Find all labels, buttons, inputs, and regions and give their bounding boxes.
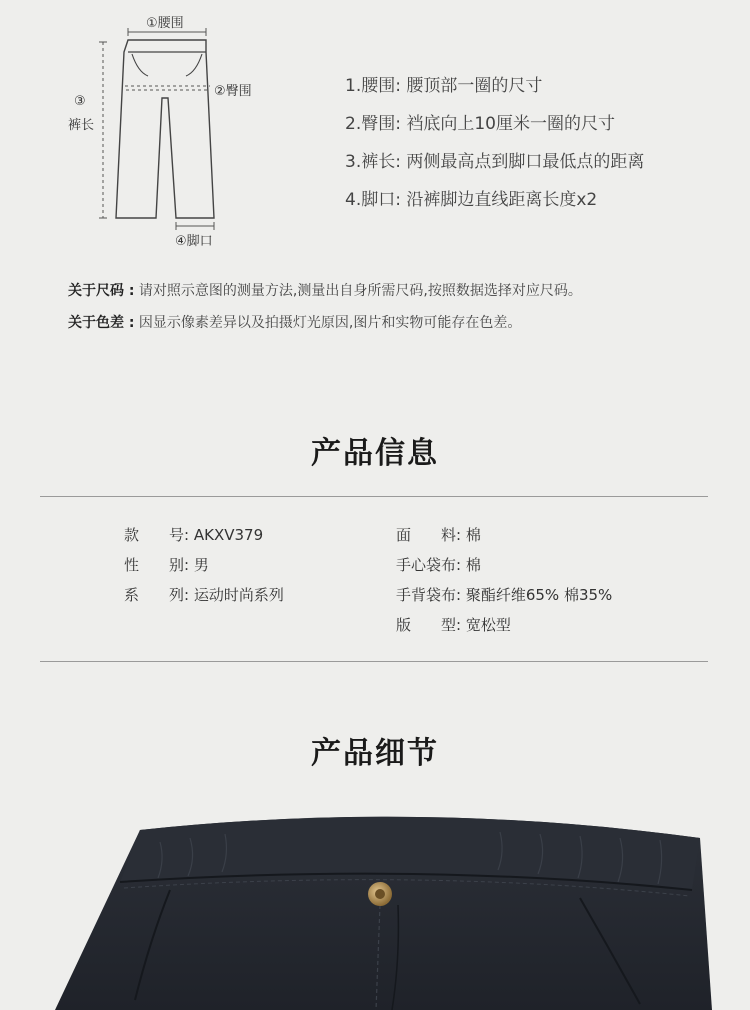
length-label: 裤长 (68, 118, 95, 133)
pants-waistband-image (0, 790, 750, 1010)
waist-label: ①腰围 (146, 16, 184, 31)
instruction-length: 3.裤长: 两侧最高点到脚口最低点的距离 (345, 152, 645, 172)
size-note-text: 请对照示意图的测量方法,测量出自身所需尺码,按照数据选择对应尺码。 (134, 283, 582, 299)
color-note-text: 因显示像素差异以及拍摄灯光原因,图片和实物可能存在色差。 (134, 315, 522, 331)
info-value: 运动时尚系列 (193, 586, 284, 604)
measurement-instructions (345, 74, 644, 226)
pants-size-diagram (0, 0, 300, 260)
size-note (68, 280, 582, 300)
divider-top (40, 496, 708, 497)
info-back-pocket (396, 584, 612, 605)
info-label: 系 列: (124, 586, 190, 604)
info-value: 聚酯纤维65% 棉35% (465, 586, 613, 604)
length-number: ③ (74, 94, 86, 109)
info-value: 棉 (465, 556, 481, 574)
info-label: 手背袋布: (396, 586, 462, 604)
info-gender (124, 554, 209, 575)
info-label: 手心袋布: (396, 556, 462, 574)
instruction-hip: 2.臀围: 裆底向上10厘米一圈的尺寸 (345, 114, 615, 134)
info-label: 面 料: (396, 526, 462, 544)
divider-bottom (40, 661, 708, 662)
info-fit (396, 614, 511, 635)
info-value: 宽松型 (465, 616, 511, 634)
info-value: 棉 (465, 526, 481, 544)
info-series (124, 584, 284, 605)
info-label: 性 别: (124, 556, 190, 574)
instruction-waist: 1.腰围: 腰顶部一圈的尺寸 (345, 76, 543, 96)
info-label: 版 型: (396, 616, 462, 634)
color-note (68, 312, 521, 332)
instruction-hem: 4.脚口: 沿裤脚边直线距离长度x2 (345, 190, 598, 210)
info-palm-pocket (396, 554, 481, 575)
size-note-title: 关于尺码 : (68, 283, 135, 299)
product-detail-title: 产品细节 (311, 736, 439, 771)
pants-detail-photo (0, 790, 750, 1010)
product-info-title: 产品信息 (311, 436, 439, 471)
info-fabric (396, 524, 481, 545)
info-style-number (124, 524, 263, 545)
info-label: 款 号: (124, 526, 190, 544)
info-value: AKXV379 (193, 526, 264, 544)
color-note-title: 关于色差 : (68, 315, 135, 331)
hip-label: ②臀围 (214, 84, 252, 99)
info-value: 男 (193, 556, 209, 574)
hem-label: ④脚口 (175, 234, 213, 249)
